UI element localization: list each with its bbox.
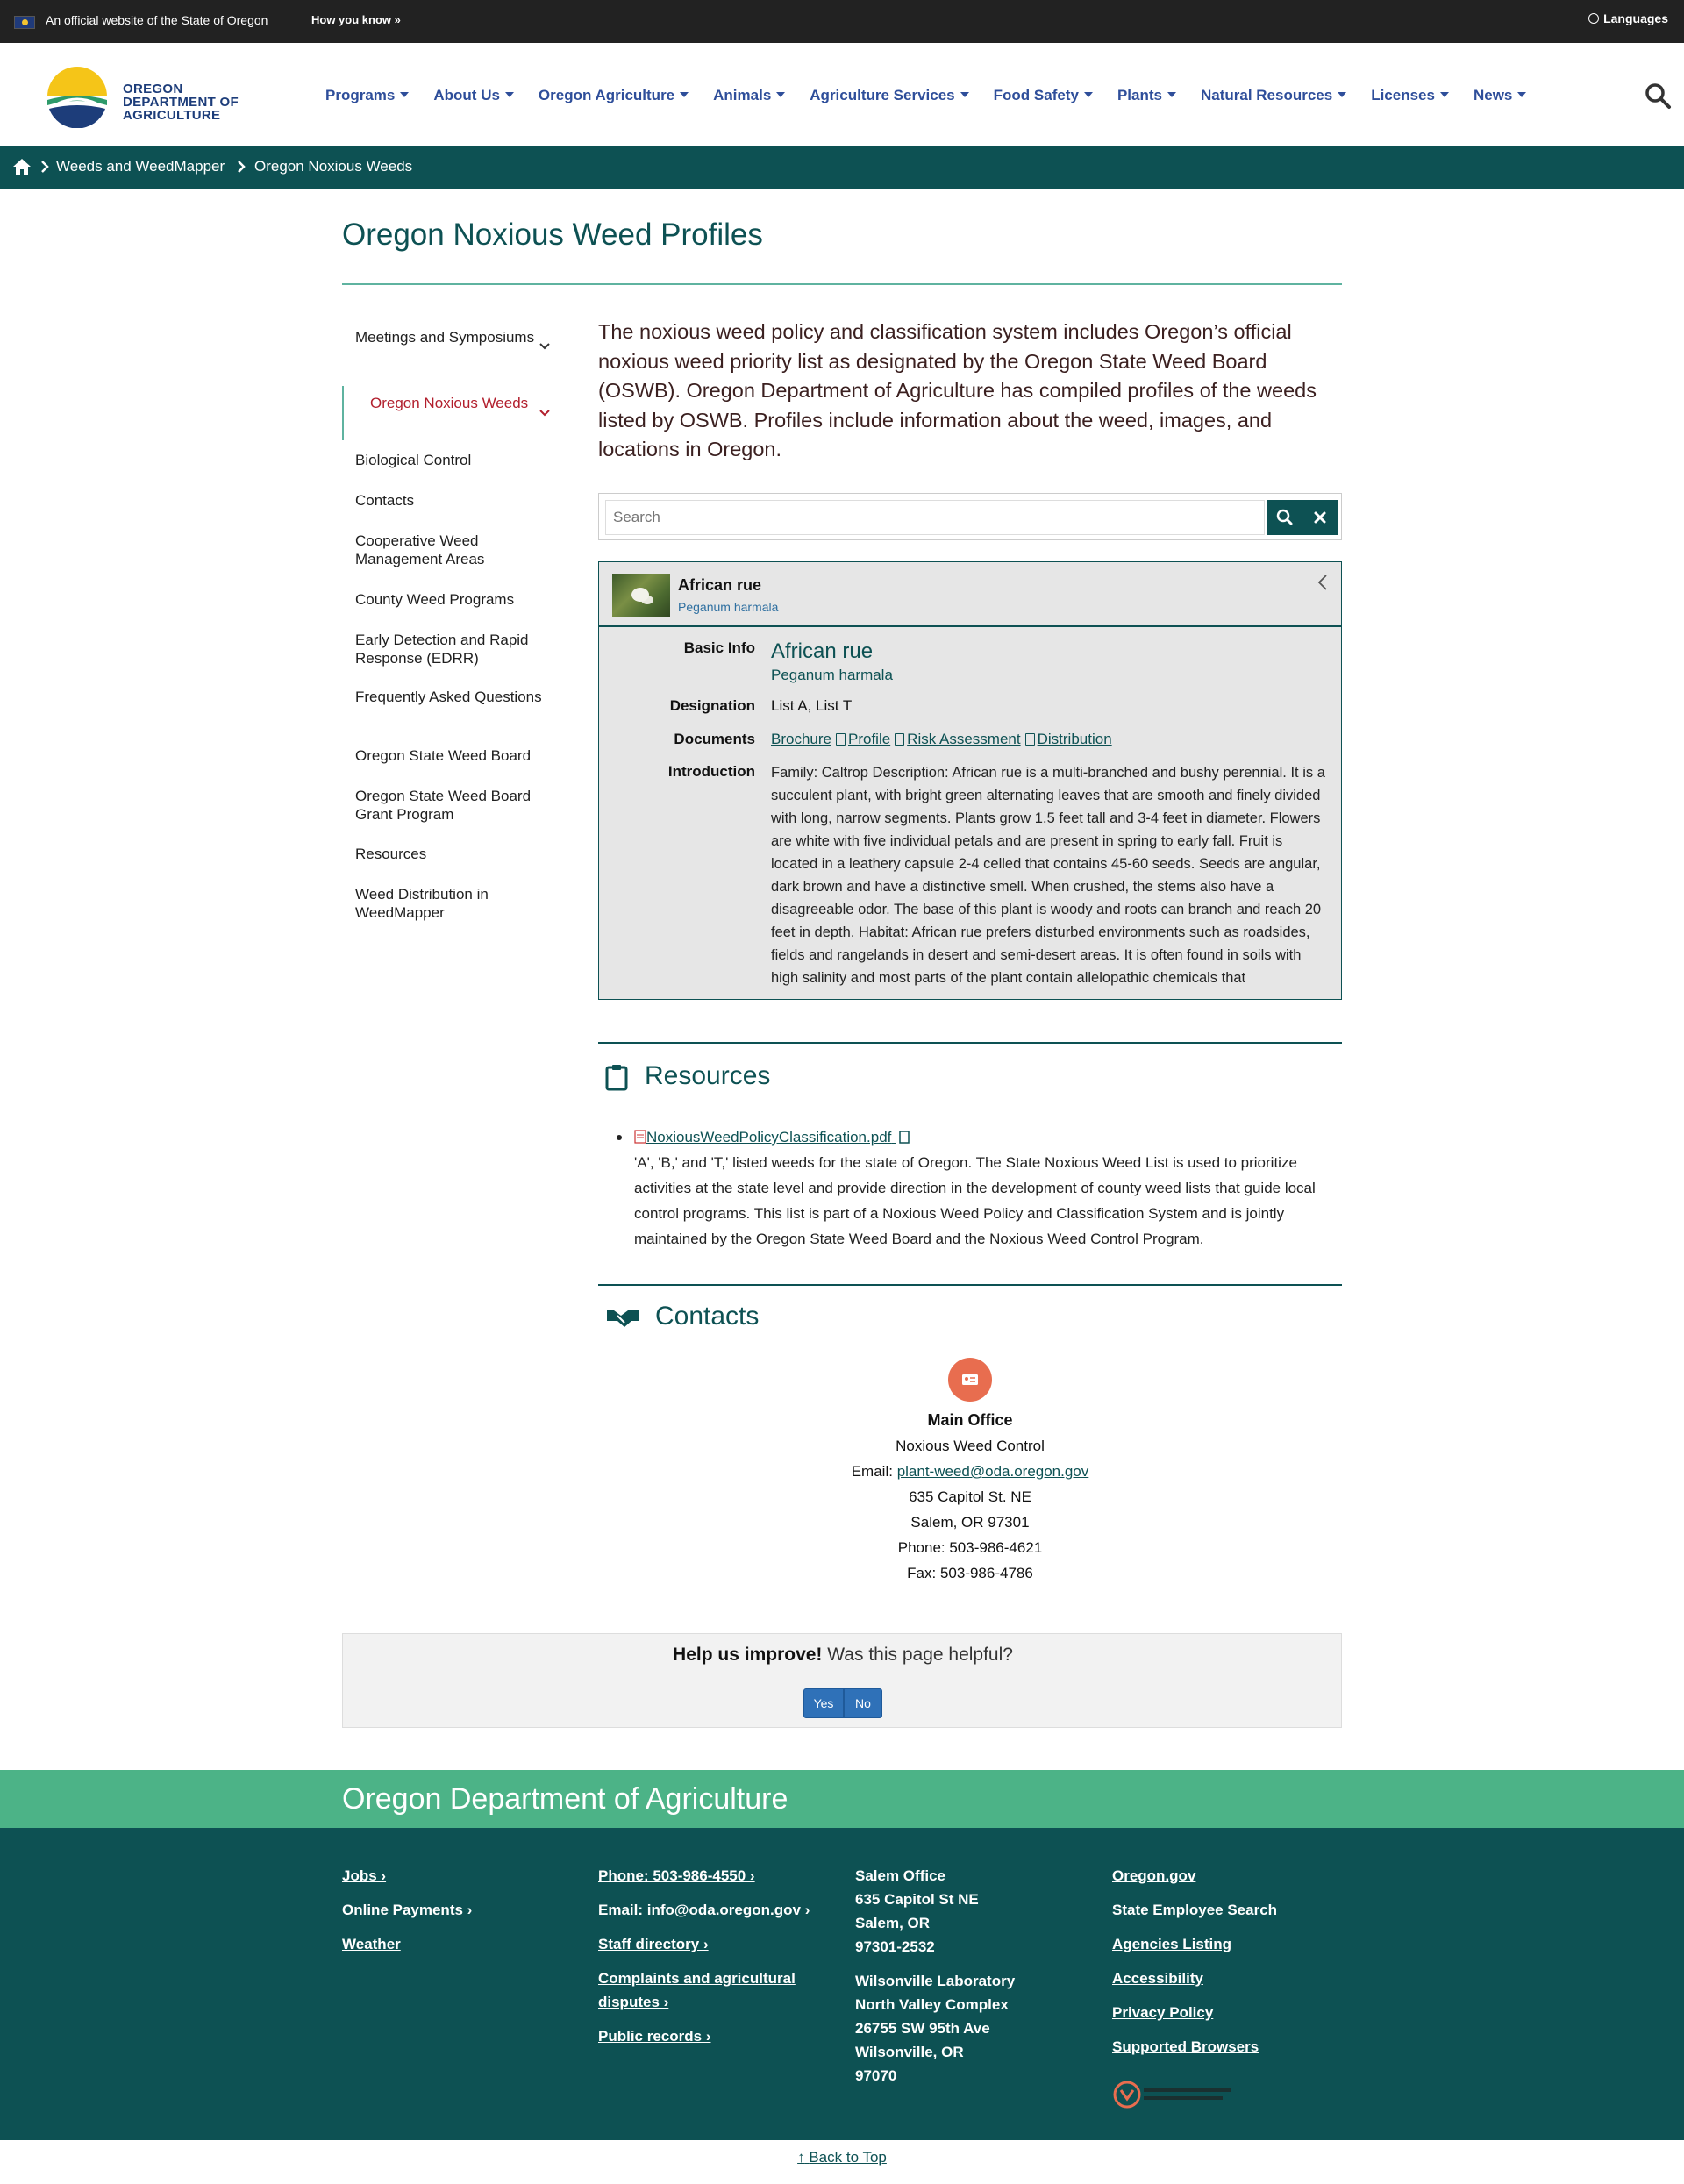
contact-phone: Phone: 503-986-4621 bbox=[897, 1539, 1043, 1556]
caret-down-icon bbox=[1440, 92, 1449, 97]
nav-plants[interactable] bbox=[1117, 87, 1176, 104]
footer-salem-office: Salem Office bbox=[855, 1867, 945, 1884]
nav-label: Plants bbox=[1117, 87, 1162, 103]
contact-email-link[interactable]: plant-weed@oda.oregon.gov bbox=[896, 1463, 1089, 1480]
doc-distribution-link[interactable]: Distribution bbox=[1037, 731, 1112, 747]
weed-search-input[interactable] bbox=[605, 500, 1265, 535]
title-divider bbox=[342, 283, 1342, 285]
nav-programs[interactable] bbox=[325, 87, 409, 104]
search-button[interactable] bbox=[1267, 500, 1302, 535]
footer-salem-street: 635 Capitol St NE bbox=[855, 1891, 979, 1908]
label-documents: Documents bbox=[674, 731, 755, 747]
nav-licenses[interactable] bbox=[1371, 87, 1449, 104]
chevron-left-icon[interactable] bbox=[1317, 573, 1329, 592]
nav-agriculture-services[interactable] bbox=[810, 87, 968, 104]
sidenav-item-oswb[interactable]: Oregon State Weed Board bbox=[355, 747, 532, 764]
nav-label: Agriculture Services bbox=[810, 87, 955, 103]
sidenav-item-resources[interactable]: Resources bbox=[355, 846, 427, 862]
label-introduction: Introduction bbox=[667, 763, 755, 780]
back-to-top-label: Back to Top bbox=[809, 2149, 887, 2166]
caret-down-icon bbox=[680, 92, 689, 97]
home-icon[interactable] bbox=[12, 157, 32, 176]
nav-label: Food Safety bbox=[993, 87, 1079, 103]
footer-salem-city: Salem, OR bbox=[855, 1915, 931, 1931]
doc-brochure-link[interactable]: Brochure bbox=[771, 731, 831, 747]
contact-address-1: 635 Capitol St. NE bbox=[909, 1488, 1031, 1505]
contact-main-office bbox=[795, 1408, 1145, 1586]
weed-designation: List A, List T bbox=[771, 697, 853, 714]
weed-common-name: African rue bbox=[771, 639, 874, 663]
contact-fax: Fax: 503-986-4786 bbox=[907, 1565, 1033, 1581]
languages-button[interactable] bbox=[1588, 11, 1668, 25]
feedback-widget bbox=[342, 1633, 1342, 1728]
pdf-file-icon bbox=[634, 1130, 646, 1144]
official-banner bbox=[0, 0, 1684, 43]
languages-label: Languages bbox=[1603, 11, 1668, 25]
clear-search-button[interactable] bbox=[1302, 500, 1338, 535]
footer-complaints-link[interactable]: Complaints and agricultural disputes › bbox=[598, 1970, 796, 2010]
footer-phone-link[interactable]: Phone: 503-986-4550 › bbox=[598, 1867, 755, 1884]
caret-down-icon bbox=[776, 92, 785, 97]
contact-address-2: Salem, OR 97301 bbox=[910, 1514, 1030, 1531]
oda-logo-icon bbox=[46, 65, 109, 128]
logo-line-2: DEPARTMENT OF bbox=[123, 95, 239, 110]
caret-down-icon bbox=[505, 92, 514, 97]
sidenav-item-oregon-noxious-weeds[interactable]: Oregon Noxious Weeds bbox=[370, 395, 529, 411]
site-footer bbox=[0, 1828, 1684, 2140]
pdf-icon bbox=[1025, 733, 1035, 746]
doc-risk-assessment-link[interactable]: Risk Assessment bbox=[907, 731, 1021, 747]
nav-label: Animals bbox=[713, 87, 772, 103]
footer-email-link[interactable]: Email: info@oda.oregon.gov › bbox=[598, 1902, 810, 1918]
pdf-icon bbox=[836, 733, 846, 746]
caret-down-icon bbox=[960, 92, 969, 97]
footer-salem-zip: 97301-2532 bbox=[855, 1938, 935, 1955]
footer-col-2 bbox=[598, 1864, 817, 2059]
official-website-text: An official website of the State of Oregon bbox=[46, 13, 268, 27]
contacts-divider bbox=[598, 1284, 1342, 1286]
page-title: Oregon Noxious Weed Profiles bbox=[342, 218, 763, 252]
footer-staff-directory-link[interactable]: Staff directory › bbox=[598, 1936, 709, 1952]
sidenav-item-weed-distribution[interactable]: Weed Distribution in WeedMapper bbox=[355, 886, 489, 921]
handshake-icon bbox=[605, 1305, 640, 1330]
sidenav-item-biological-control[interactable]: Biological Control bbox=[355, 452, 472, 468]
sidenav-item-oswb-grant[interactable]: Oregon State Weed Board Grant Program bbox=[355, 788, 532, 823]
label-basic-info: Basic Info bbox=[683, 639, 755, 656]
nav-label: Oregon Agriculture bbox=[538, 87, 675, 103]
list-bullet bbox=[617, 1135, 622, 1140]
site-header bbox=[0, 43, 1684, 146]
weed-scientific-name: Peganum harmala bbox=[771, 667, 893, 683]
oregon-flag-icon bbox=[14, 16, 35, 29]
nav-label: Natural Resources bbox=[1200, 87, 1333, 103]
footer-public-records-link[interactable]: Public records › bbox=[598, 2028, 711, 2045]
weed-header-scientific: Peganum harmala bbox=[678, 600, 779, 614]
breadcrumb-current: Oregon Noxious Weeds bbox=[254, 158, 413, 175]
doc-profile-link[interactable]: Profile bbox=[847, 731, 891, 747]
nav-animals[interactable] bbox=[713, 87, 785, 104]
weed-profile-card bbox=[598, 561, 1342, 1000]
intro-paragraph: The noxious weed policy and classification system includes Oregon’s official noxious weed priority list as designated by the Oregon State Weed Board (OSWB). Oregon Department of Agriculture has compiled profiles of the weeds listed by OSWB. Profiles include information about the weed, images, and locations in Oregon. bbox=[598, 320, 1317, 460]
breadcrumb bbox=[0, 146, 1684, 189]
logo-line-1: OREGON bbox=[123, 82, 183, 96]
footer-accessibility-link[interactable]: Accessibility bbox=[1112, 1970, 1203, 1987]
feedback-text: Was this page helpful? bbox=[827, 1645, 1013, 1665]
contact-office-name: Main Office bbox=[927, 1411, 1013, 1429]
contacts-title: Contacts bbox=[655, 1302, 760, 1331]
footer-oregon-gov-link[interactable]: Oregon.gov bbox=[1112, 1867, 1196, 1884]
nav-label: Programs bbox=[325, 87, 396, 103]
back-to-top-link[interactable] bbox=[0, 2149, 1684, 2166]
pdf-icon bbox=[895, 733, 904, 746]
chevron-right-icon bbox=[39, 160, 51, 174]
sidenav-item-meetings[interactable]: Meetings and Symposiums bbox=[355, 329, 535, 346]
site-search-icon[interactable] bbox=[1644, 82, 1672, 110]
footer-wilsonville-zip: 97070 bbox=[855, 2067, 897, 2084]
veterans-affairs-logo[interactable] bbox=[1112, 2080, 1235, 2109]
weed-card-header[interactable] bbox=[599, 562, 1341, 627]
caret-down-icon bbox=[1517, 92, 1526, 97]
caret-down-icon bbox=[1084, 92, 1093, 97]
footer-col-1 bbox=[342, 1864, 570, 1966]
sidenav-item-edrr[interactable]: Early Detection and Rapid Response (EDRR) bbox=[355, 632, 529, 667]
sidenav-item-county-weed-programs[interactable]: County Weed Programs bbox=[355, 591, 515, 608]
footer-weather-link[interactable]: Weather bbox=[342, 1936, 401, 1952]
feedback-bold: Help us improve! bbox=[673, 1645, 823, 1665]
weed-thumbnail bbox=[612, 574, 670, 617]
contact-email-label: Email: bbox=[851, 1463, 893, 1480]
footer-agency-name: Oregon Department of Agriculture bbox=[342, 1782, 788, 1816]
sidenav-item-cwma[interactable]: Cooperative Weed Management Areas bbox=[355, 532, 485, 567]
oda-logo-text bbox=[123, 82, 239, 122]
footer-state-employee-search-link[interactable]: State Employee Search bbox=[1112, 1902, 1278, 1918]
feedback-no-button[interactable]: No bbox=[844, 1688, 882, 1718]
main-nav bbox=[325, 87, 1551, 104]
footer-privacy-policy-link[interactable]: Privacy Policy bbox=[1112, 2004, 1214, 2021]
clipboard-icon bbox=[605, 1063, 628, 1091]
nav-label: About Us bbox=[433, 87, 500, 103]
footer-wilsonville-city: Wilsonville, OR bbox=[855, 2044, 964, 2060]
resource-pdf-name: NoxiousWeedPolicyClassification.pdf bbox=[646, 1129, 892, 1146]
caret-down-icon bbox=[1338, 92, 1346, 97]
oda-logo[interactable] bbox=[46, 65, 265, 128]
nav-label: Licenses bbox=[1371, 87, 1435, 103]
nav-label: News bbox=[1473, 87, 1513, 103]
chevron-down-icon[interactable] bbox=[539, 409, 551, 418]
arrow-up-icon: ↑ bbox=[797, 2149, 805, 2166]
resource-description: 'A', 'B,' and 'T,' listed weeds for the state of Oregon. The State Noxious Weed List is used to prioritize activities at the state level and provide direction in the development of county weed lists that guide local control programs. This list is part of a Noxious Weed Policy and Classification System and is jointly maintained by the Oregon State Weed Board and the Noxious Weed Control Program. bbox=[634, 1154, 1316, 1247]
nav-food-safety[interactable] bbox=[994, 87, 1093, 104]
pdf-icon bbox=[899, 1131, 910, 1144]
feedback-yes-button[interactable]: Yes bbox=[803, 1688, 844, 1718]
search-icon bbox=[1267, 500, 1302, 535]
footer-col-4 bbox=[1112, 1864, 1340, 2069]
resources-divider bbox=[598, 1042, 1342, 1044]
breadcrumb-weeds-and-weedmapper[interactable]: Weeds and WeedMapper bbox=[56, 158, 225, 175]
nav-news[interactable] bbox=[1474, 87, 1526, 104]
footer-wilsonville-lab: Wilsonville Laboratory bbox=[855, 1973, 1016, 1989]
footer-supported-browsers-link[interactable]: Supported Browsers bbox=[1112, 2038, 1259, 2055]
label-designation: Designation bbox=[669, 697, 755, 714]
contact-card-icon bbox=[948, 1358, 992, 1402]
footer-wilsonville-street: 26755 SW 95th Ave bbox=[855, 2020, 990, 2037]
weed-header-name: African rue bbox=[678, 576, 762, 594]
caret-down-icon bbox=[400, 92, 409, 97]
contact-dept: Noxious Weed Control bbox=[896, 1438, 1045, 1454]
footer-title-band bbox=[0, 1770, 1684, 1828]
resource-pdf-link[interactable] bbox=[634, 1124, 910, 1150]
how-you-know-link[interactable]: How you know » bbox=[311, 13, 401, 26]
close-icon bbox=[1302, 500, 1338, 535]
logo-line-3: AGRICULTURE bbox=[123, 108, 221, 123]
footer-online-payments-link[interactable]: Online Payments › bbox=[342, 1902, 473, 1918]
nav-natural-resources[interactable] bbox=[1201, 87, 1346, 104]
active-indicator bbox=[342, 386, 344, 440]
nav-oregon-agriculture[interactable] bbox=[539, 87, 689, 104]
resources-title: Resources bbox=[645, 1061, 771, 1090]
globe-icon bbox=[1588, 13, 1599, 24]
nav-about-us[interactable] bbox=[433, 87, 514, 104]
chevron-down-icon[interactable] bbox=[539, 342, 551, 351]
footer-agencies-listing-link[interactable]: Agencies Listing bbox=[1112, 1936, 1232, 1952]
feedback-question bbox=[343, 1645, 1343, 1666]
footer-col-3 bbox=[855, 1864, 1083, 2088]
weed-introduction: Family: Caltrop Description: African rue is a multi-branched and bushy perennial. It is a succulent plant, with bright green alternating leaves that are smooth and finely divided with long, narrow segments. Plants grow 1.5 feet tall and 3-4 feet in diameter. Flowers are white with five individual petals and are present in spring to early fall. Fruit is located in a leathery capsule 2-4 celled that contains 45-60 seeds. Seeds are angular, dark brown and have a distinctive smell. When crushed, the stems also have a disagreeable odor. The base of this plant is woody and roots can branch and reach 20 feet in depth. Habitat: African rue prefers disturbed environments such as roadsides, fields and rangelands in desert and semi-desert areas. It is often found in soils with high salinity and most parts of the plant contain allelopathic chemicals that bbox=[771, 765, 1325, 986]
footer-jobs-link[interactable]: Jobs › bbox=[342, 1867, 387, 1884]
sidenav-item-faq[interactable]: Frequently Asked Questions bbox=[355, 689, 542, 705]
footer-wilsonville-complex: North Valley Complex bbox=[855, 1996, 1009, 2013]
sidenav-item-contacts[interactable]: Contacts bbox=[355, 492, 415, 509]
caret-down-icon bbox=[1167, 92, 1176, 97]
weed-search bbox=[598, 493, 1342, 540]
chevron-right-icon bbox=[235, 160, 247, 174]
weed-documents bbox=[771, 731, 1117, 748]
